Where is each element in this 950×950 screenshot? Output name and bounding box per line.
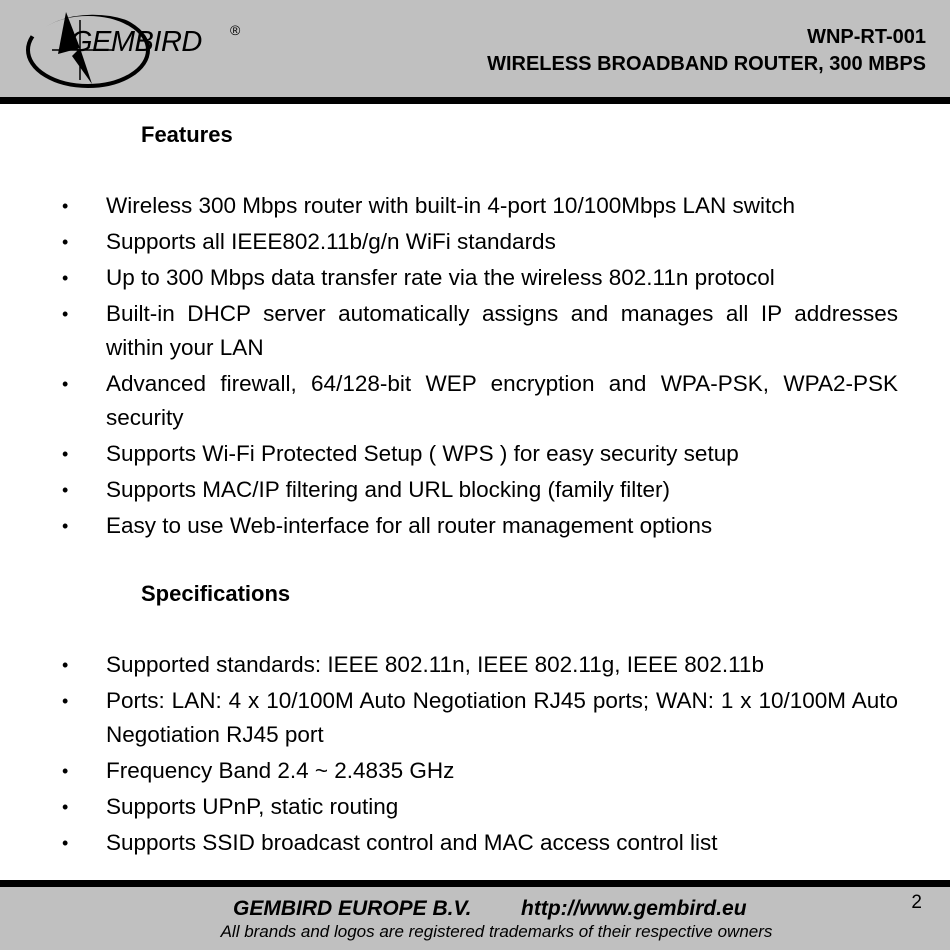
list-item: • Frequency Band 2.4 ~ 2.4835 GHz [58, 754, 898, 788]
bullet-icon: • [62, 516, 69, 536]
footer-divider [0, 880, 950, 887]
product-title: WIRELESS BROADBAND ROUTER, 300 MBPS [487, 53, 926, 75]
trademark-notice: All brands and logos are registered trademarks of their respective owners [220, 922, 773, 941]
header-divider [0, 97, 950, 104]
bullet-icon: • [62, 833, 69, 853]
list-item: • Supports all IEEE802.11b/g/n WiFi standards [58, 225, 898, 259]
bullet-icon: • [62, 444, 69, 464]
page-footer [0, 887, 950, 950]
bullet-icon: • [62, 797, 69, 817]
bullet-icon: • [62, 374, 69, 394]
company-url: http://www.gembird.eu [521, 897, 747, 920]
list-item: • Supports UPnP, static routing [58, 790, 898, 824]
page-number: 2 [911, 892, 922, 913]
list-item: • Supports SSID broadcast control and MAC access control list [58, 826, 898, 860]
bullet-icon: • [62, 304, 69, 324]
features-heading: Features [141, 122, 233, 147]
specifications-heading: Specifications [141, 581, 291, 606]
bullet-icon: • [62, 480, 69, 500]
bullet-icon: • [62, 761, 69, 781]
list-item: • Ports: LAN: 4 x 10/100M Auto Negotiation RJ45 ports; WAN: 1 x 10/100M Auto Negotiation RJ45 port [58, 684, 898, 752]
bullet-icon: • [62, 268, 69, 288]
list-item: • Supports Wi-Fi Protected Setup ( WPS ) for easy security setup [58, 437, 898, 471]
company-name: GEMBIRD EUROPE B.V. [233, 897, 472, 920]
list-item: • Wireless 300 Mbps router with built-in 4-port 10/100Mbps LAN switch [58, 189, 898, 223]
bullet-icon: • [62, 691, 69, 711]
list-item: • Easy to use Web-interface for all router management options [58, 509, 898, 543]
list-item: • Built-in DHCP server automatically assigns and manages all IP addresses within your LAN [58, 297, 898, 365]
specifications-list [58, 648, 898, 862]
list-item: • Advanced firewall, 64/128-bit WEP encryption and WPA-PSK, WPA2-PSK security [58, 367, 898, 435]
bullet-icon: • [62, 655, 69, 675]
bullet-icon: • [62, 232, 69, 252]
list-item: • Supports MAC/IP filtering and URL blocking (family filter) [58, 473, 898, 507]
page-header [0, 0, 950, 97]
logo-wordmark: GEMBIRD [70, 26, 202, 58]
features-list [58, 189, 898, 545]
model-number: WNP-RT-001 [807, 26, 926, 48]
list-item: • Up to 300 Mbps data transfer rate via the wireless 802.11n protocol [58, 261, 898, 295]
bullet-icon: • [62, 196, 69, 216]
registered-mark: ® [230, 22, 241, 38]
list-item: • Supported standards: IEEE 802.11n, IEEE 802.11g, IEEE 802.11b [58, 648, 898, 682]
